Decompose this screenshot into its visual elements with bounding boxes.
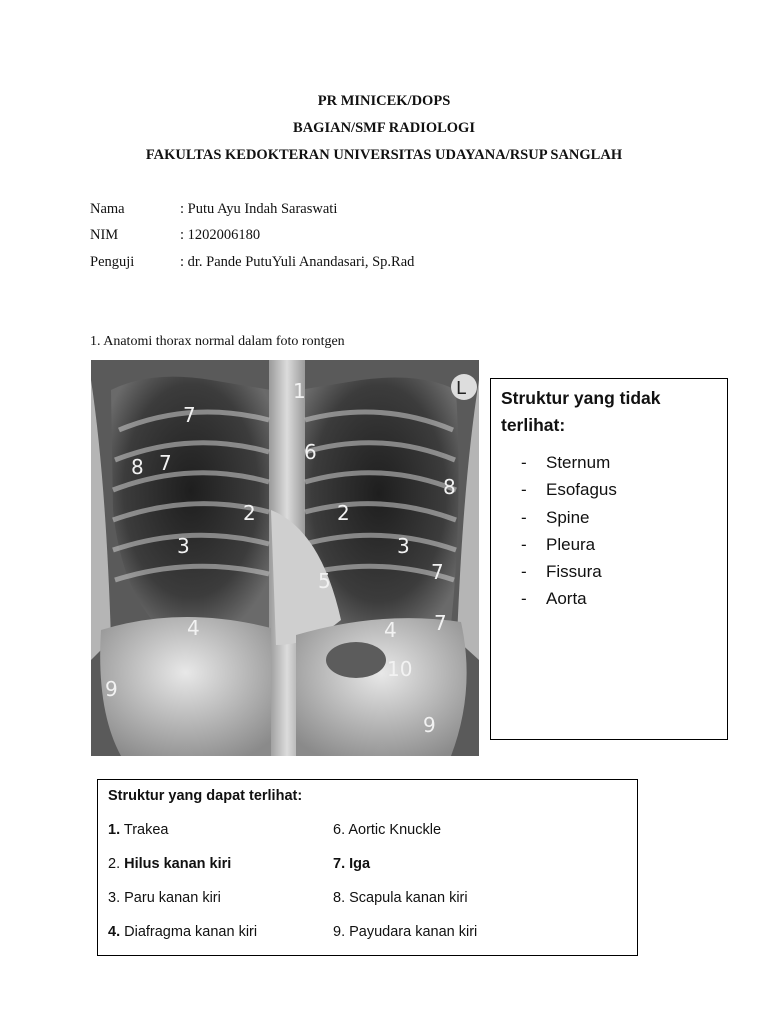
visible-item: 4. Diafragma kanan kiri	[108, 924, 258, 940]
info-nama	[90, 201, 337, 218]
visible-item: 3. Paru kanan kiri	[108, 890, 221, 906]
xray-label: 5	[318, 569, 331, 593]
not-visible-list	[521, 449, 617, 613]
nama-value: : Putu Ayu Indah Saraswati	[180, 201, 338, 217]
info-penguji	[90, 254, 414, 271]
list-item: - Spine	[521, 507, 590, 527]
list-item: - Sternum	[521, 453, 611, 472]
penguji-label: Penguji	[90, 254, 135, 270]
xray-marker-l: L	[456, 378, 467, 399]
xray-label: 3	[397, 534, 410, 558]
xray-label: 8	[131, 455, 144, 479]
doc-faculty: FAKULTAS KEDOKTERAN UNIVERSITAS UDAYANA/RSUP SANGLAH	[145, 147, 623, 163]
nim-label: NIM	[90, 227, 119, 243]
xray-label: 1	[293, 379, 306, 403]
visible-title: Struktur yang dapat terlihat:	[108, 788, 303, 804]
xray-label: 4	[384, 618, 397, 642]
visible-structures-box	[97, 779, 638, 956]
xray-label: 8	[443, 475, 456, 499]
nim-value: : 1202006180	[180, 227, 261, 243]
visible-item: 1. Trakea	[108, 822, 169, 838]
visible-item: 9. Payudara kanan kiri	[333, 924, 478, 940]
xray-label: 4	[187, 616, 200, 640]
visible-item: 2. Hilus kanan kiri	[108, 856, 232, 872]
info-nim	[90, 227, 260, 244]
xray-label: 3	[177, 534, 190, 558]
doc-department: BAGIAN/SMF RADIOLOGI	[293, 120, 475, 136]
not-visible-structures-box	[490, 378, 728, 740]
xray-label: 7	[434, 611, 447, 635]
list-item: - Esofagus	[521, 480, 617, 500]
list-item: - Fissura	[521, 562, 602, 582]
xray-label: 6	[304, 440, 317, 464]
penguji-value: : dr. Pande PutuYuli Anandasari, Sp.Rad	[180, 254, 415, 270]
visible-item: 6. Aortic Knuckle	[333, 822, 442, 838]
visible-item: 7. Iga	[333, 856, 371, 872]
chest-xray-image	[91, 360, 479, 756]
xray-label: 9	[105, 677, 118, 701]
xray-label: 10	[387, 657, 413, 681]
xray-label: 7	[431, 560, 444, 584]
xray-label: 7	[183, 403, 196, 427]
xray-label: 2	[337, 501, 350, 525]
doc-title: PR MINICEK/DOPS	[317, 93, 451, 109]
not-visible-title: Struktur yang tidak terlihat:	[501, 388, 661, 435]
xray-label: 9	[423, 713, 436, 737]
xray-label: 2	[243, 501, 256, 525]
nama-label: Nama	[90, 201, 125, 217]
list-item: - Aorta	[521, 589, 587, 609]
visible-item: 8. Scapula kanan kiri	[333, 890, 468, 906]
xray-label: 7	[159, 451, 172, 475]
question-1: 1. Anatomi thorax normal dalam foto rontgen	[90, 334, 345, 349]
list-item: - Pleura	[521, 534, 596, 554]
